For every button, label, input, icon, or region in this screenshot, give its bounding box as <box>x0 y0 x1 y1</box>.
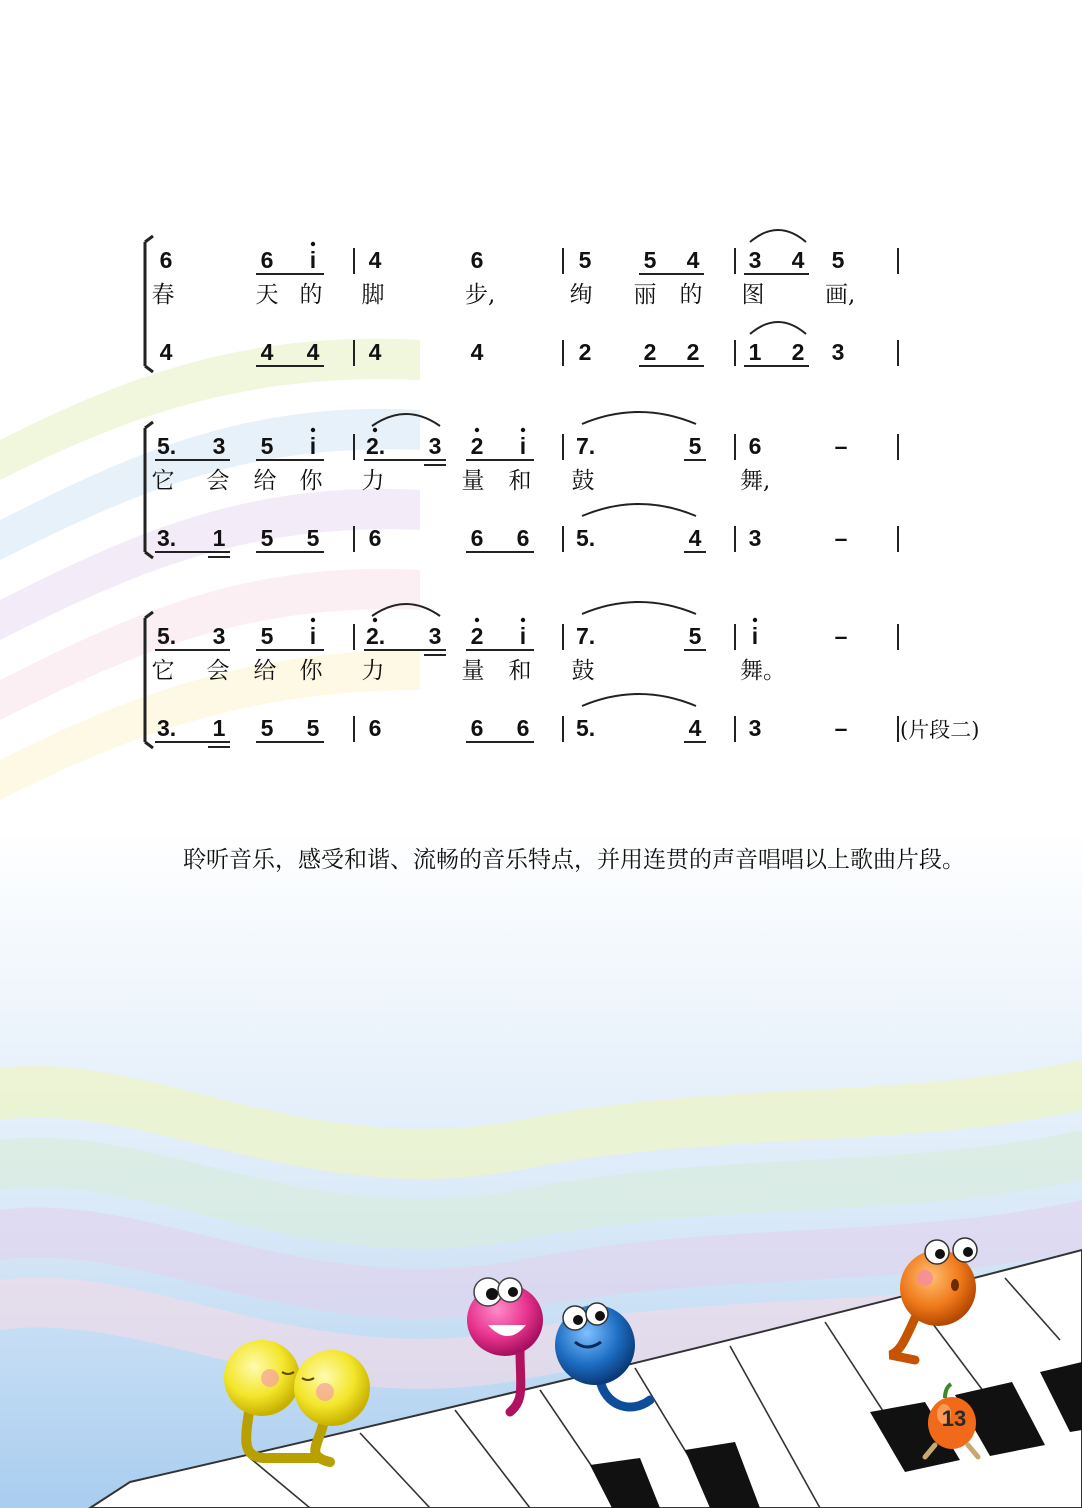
harmony-note: 6 <box>470 525 484 551</box>
harmony-note: 3 <box>831 339 845 365</box>
melody-note: 6 <box>159 247 173 273</box>
melody-note: 3 <box>428 433 442 459</box>
melody-note: 5 <box>688 433 702 459</box>
lyric-character: 脚 <box>361 282 385 308</box>
lyric-character: 它 <box>151 658 175 684</box>
octave-dot <box>521 618 525 622</box>
harmony-note: 4 <box>260 339 274 365</box>
octave-dot <box>373 618 377 622</box>
melody-note: 6 <box>470 247 484 273</box>
harmony-note: 4 <box>470 339 484 365</box>
harmony-note: 5. <box>576 525 596 551</box>
melody-note: 7. <box>576 433 596 459</box>
melody-note: 5 <box>578 247 592 273</box>
lyric-character: 给 <box>253 658 277 684</box>
system-bracket-top <box>145 422 153 428</box>
page-number: 13 <box>941 1406 967 1431</box>
melody-note: 3 <box>748 247 762 273</box>
lyric-character: 舞, <box>740 468 771 494</box>
octave-dot <box>311 242 315 246</box>
slur <box>372 604 440 616</box>
harmony-note: 1 <box>212 525 226 551</box>
harmony-note: 6 <box>516 525 530 551</box>
slur <box>582 602 696 614</box>
lyric-character: 的 <box>679 282 703 308</box>
melody-note: 5. <box>157 433 177 459</box>
lyric-character: 会 <box>206 468 230 494</box>
melody-note: 5 <box>688 623 702 649</box>
harmony-note: 2 <box>791 339 805 365</box>
lyric-character: 丽 <box>633 282 657 308</box>
lyric-character: 它 <box>151 468 175 494</box>
melody-note: 2. <box>366 623 386 649</box>
slur <box>582 412 696 424</box>
melody-note: i <box>309 623 317 649</box>
harmony-note: 3 <box>748 525 762 551</box>
lyric-character: 鼓 <box>571 658 595 684</box>
system-bracket-bottom <box>145 552 153 558</box>
harmony-note: 4 <box>368 339 382 365</box>
melody-note: – <box>834 623 848 649</box>
lyric-character: 画, <box>825 282 856 308</box>
lyric-character: 天 <box>255 282 279 308</box>
melody-note: i <box>309 247 317 273</box>
harmony-note: 5. <box>576 715 596 741</box>
system-bracket-bottom <box>145 742 153 748</box>
melody-note: 5 <box>643 247 657 273</box>
lyric-character: 步, <box>465 282 496 308</box>
melody-note: i <box>519 433 527 459</box>
octave-dot <box>475 428 479 432</box>
harmony-note: 4 <box>688 525 702 551</box>
melody-note: 6 <box>748 433 762 459</box>
lyric-character: 给 <box>253 468 277 494</box>
harmony-note: 3. <box>157 525 177 551</box>
harmony-note: 1 <box>748 339 762 365</box>
harmony-note: 5 <box>260 715 274 741</box>
lyric-character: 鼓 <box>571 468 595 494</box>
melody-note: i <box>751 623 759 649</box>
lyric-character: 春 <box>151 282 175 308</box>
melody-note: 4 <box>791 247 805 273</box>
lyric-character: 你 <box>299 658 323 684</box>
slur <box>372 414 440 426</box>
harmony-note: 6 <box>470 715 484 741</box>
slur <box>750 230 806 242</box>
lyric-character: 图 <box>741 282 765 308</box>
system-bracket-top <box>145 236 153 242</box>
harmony-note: 3 <box>748 715 762 741</box>
melody-note: 3 <box>212 623 226 649</box>
melody-note: 4 <box>368 247 382 273</box>
lyric-character: 会 <box>206 658 230 684</box>
lyric-character: 的 <box>299 282 323 308</box>
melody-note: i <box>309 433 317 459</box>
lyric-character: 和 <box>508 468 532 494</box>
octave-dot <box>373 428 377 432</box>
octave-dot <box>311 618 315 622</box>
melody-note: 6 <box>260 247 274 273</box>
melody-note: 5 <box>831 247 845 273</box>
harmony-note: 2 <box>643 339 657 365</box>
lyric-character: 力 <box>361 658 385 684</box>
harmony-note: 5 <box>260 525 274 551</box>
octave-dot <box>475 618 479 622</box>
lyric-character: 量 <box>461 658 485 684</box>
lyric-character: 舞。 <box>740 658 786 684</box>
system-bracket-top <box>145 612 153 618</box>
harmony-note: 4 <box>688 715 702 741</box>
lyric-character: 你 <box>299 468 323 494</box>
harmony-note: 1 <box>212 715 226 741</box>
harmony-note: – <box>834 715 848 741</box>
lyric-character: 量 <box>461 468 485 494</box>
slur <box>582 504 696 516</box>
melody-note: 5 <box>260 623 274 649</box>
melody-note: – <box>834 433 848 459</box>
melody-note: 2 <box>470 433 484 459</box>
fragment-label: (片段二) <box>900 718 980 742</box>
lyric-character: 力 <box>361 468 385 494</box>
melody-note: 3 <box>428 623 442 649</box>
lyric-character: 和 <box>508 658 532 684</box>
harmony-note: 2 <box>578 339 592 365</box>
melody-note: 4 <box>686 247 700 273</box>
melody-note: 5 <box>260 433 274 459</box>
slur <box>582 694 696 706</box>
octave-dot <box>521 428 525 432</box>
harmony-note: 4 <box>306 339 320 365</box>
harmony-note: 5 <box>306 715 320 741</box>
system-bracket-bottom <box>145 366 153 372</box>
lyric-character: 绚 <box>569 282 593 308</box>
octave-dot <box>753 618 757 622</box>
harmony-note: 4 <box>159 339 173 365</box>
harmony-note: 2 <box>686 339 700 365</box>
harmony-note: – <box>834 525 848 551</box>
melody-note: i <box>519 623 527 649</box>
harmony-note: 3. <box>157 715 177 741</box>
octave-dot <box>311 428 315 432</box>
melody-note: 2 <box>470 623 484 649</box>
harmony-note: 6 <box>516 715 530 741</box>
instruction-text: 聆听音乐，感受和谐、流畅的音乐特点，并用连贯的声音唱唱以上歌曲片段。 <box>183 847 965 873</box>
slur <box>750 322 806 334</box>
melody-note: 7. <box>576 623 596 649</box>
melody-note: 2. <box>366 433 386 459</box>
harmony-note: 5 <box>306 525 320 551</box>
melody-note: 5. <box>157 623 177 649</box>
harmony-note: 6 <box>368 525 382 551</box>
melody-note: 3 <box>212 433 226 459</box>
harmony-note: 6 <box>368 715 382 741</box>
